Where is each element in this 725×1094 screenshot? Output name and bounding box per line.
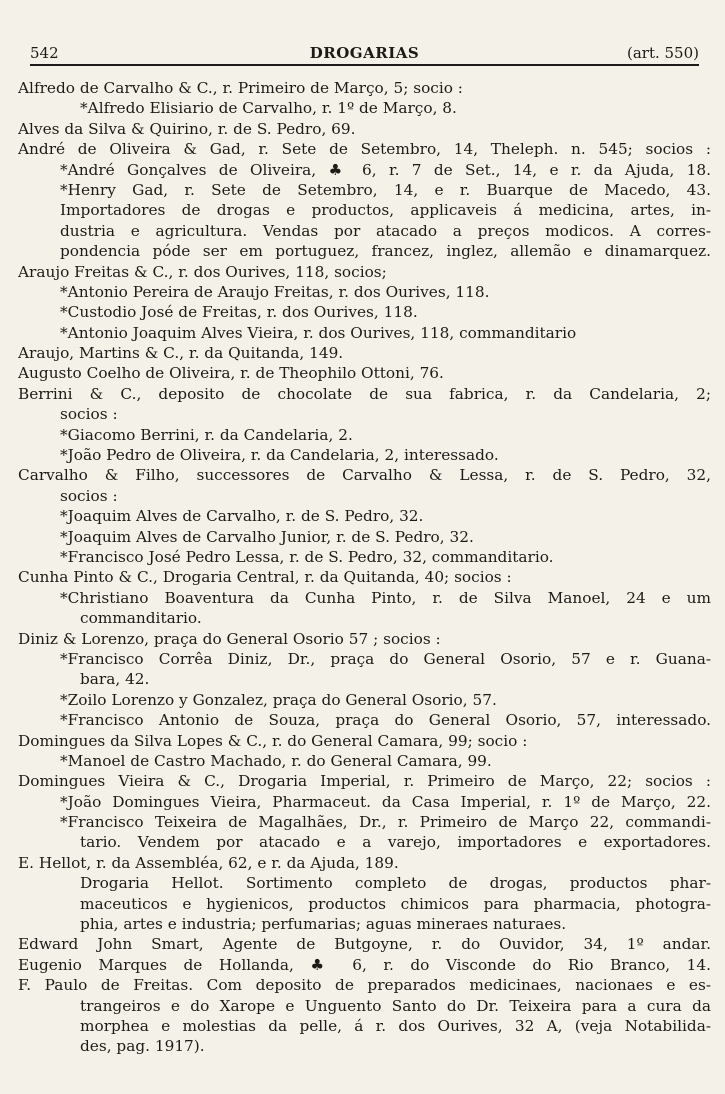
- text-line: Cunha Pinto & C., Drogaria Central, r. da Quitanda, 40; socios :: [18, 568, 512, 587]
- page-number: 542: [30, 44, 59, 62]
- text-line: *Joaquim Alves de Carvalho Junior, r. de S. Pedro, 32.: [60, 527, 474, 546]
- text-line: socios :: [60, 486, 118, 505]
- text-line: *André Gonçalves de Oliveira, ♣ 6, r. 7 de Set., 14, e r. da Ajuda, 18.: [60, 160, 711, 179]
- text-line: *Francisco Corrêa Diniz, Dr., praça do General Osorio, 57 e r. Guana-: [60, 649, 711, 668]
- text-line: Diniz & Lorenzo, praça do General Osorio 57 ; socios :: [18, 629, 441, 648]
- text-line: *Zoilo Lorenzo y Gonzalez, praça do General Osorio, 57.: [60, 690, 497, 709]
- text-line: Domingues Vieira & C., Drogaria Imperial, r. Primeiro de Março, 22; socios :: [18, 772, 711, 791]
- text-line: morphea e molestias da pelle, á r. dos Ourives, 32 A, (veja Notabilida-: [80, 1016, 711, 1035]
- text-line: *Alfredo Elisiario de Carvalho, r. 1º de Março, 8.: [80, 99, 457, 118]
- text-line: *João Pedro de Oliveira, r. da Candelaria, 2, interessado.: [60, 446, 499, 465]
- text-line: F. Paulo de Freitas. Com deposito de preparados medicinaes, nacionaes e es-: [18, 976, 711, 995]
- text-line: Alfredo de Carvalho & C., r. Primeiro de Março, 5; socio :: [18, 79, 463, 97]
- text-line: *Custodio José de Freitas, r. dos Ourives, 118.: [60, 303, 418, 322]
- text-line: André de Oliveira & Gad, r. Sete de Setembro, 14, Theleph. n. 545; socios :: [18, 140, 711, 159]
- text-line: Araujo, Martins & C., r. da Quitanda, 149.: [18, 344, 344, 363]
- text-line: Araujo Freitas & C., r. dos Ourives, 118, socios;: [18, 262, 387, 281]
- text-line: Augusto Coelho de Oliveira, r. de Theophilo Ottoni, 76.: [18, 364, 444, 383]
- text-line: *Henry Gad, r. Sete de Setembro, 14, e r. Buarque de Macedo, 43.: [60, 180, 711, 199]
- text-line: *Francisco José Pedro Lessa, r. de S. Pedro, 32, commanditario.: [60, 547, 554, 566]
- text-line: *Joaquim Alves de Carvalho, r. de S. Pedro, 32.: [60, 507, 424, 526]
- text-line: *Francisco Antonio de Souza, praça do General Osorio, 57, interessado.: [60, 711, 711, 730]
- text-line: pondencia póde ser em portuguez, francez, inglez, allemão e dinamarquez.: [60, 242, 711, 261]
- text-line: Edward John Smart, Agente de Butgoyne, r. do Ouvidor, 34, 1º andar.: [18, 935, 711, 954]
- text-line: tario. Vendem por atacado e a varejo, importadores e exportadores.: [80, 833, 711, 852]
- text-line: Eugenio Marques de Hollanda, ♣ 6, r. do Visconde do Rio Branco, 14.: [18, 955, 711, 974]
- text-line: dustria e agricultura. Vendas por atacado a preços modicos. A corres-: [60, 221, 711, 240]
- text-line: Berrini & C., deposito de chocolate de sua fabrica, r. da Candelaria, 2;: [18, 384, 711, 403]
- listing-body: [18, 78, 711, 1057]
- text-line: Alves da Silva & Quirino, r. de S. Pedro, 69.: [18, 119, 356, 138]
- page-title: DROGARIAS: [309, 44, 420, 62]
- text-line: *Giacomo Berrini, r. da Candelaria, 2.: [60, 425, 353, 444]
- text-line: Importadores de drogas e productos, applicaveis á medicina, artes, in-: [60, 201, 711, 220]
- text-line: Drogaria Hellot. Sortimento completo de drogas, productos phar-: [80, 874, 711, 893]
- text-line: *Manoel de Castro Machado, r. do General Camara, 99.: [60, 751, 492, 770]
- text-line: Domingues da Silva Lopes & C., r. do General Camara, 99; socio :: [18, 731, 528, 750]
- text-line: commanditario.: [80, 609, 202, 628]
- text-line: Carvalho & Filho, successores de Carvalho & Lessa, r. de S. Pedro, 32,: [18, 466, 711, 485]
- text-line: des, pag. 1917).: [80, 1037, 205, 1056]
- text-line: *Antonio Pereira de Araujo Freitas, r. dos Ourives, 118.: [60, 282, 490, 301]
- article-reference: (art. 550): [626, 44, 699, 62]
- text-line: socios :: [60, 405, 118, 424]
- text-line: *João Domingues Vieira, Pharmaceut. da Casa Imperial, r. 1º de Março, 22.: [60, 792, 711, 811]
- text-line: maceuticos e hygienicos, productos chimicos para pharmacia, photogra-: [80, 894, 711, 913]
- text-line: trangeiros e do Xarope e Unguento Santo do Dr. Teixeira para a cura da: [80, 996, 711, 1015]
- text-line: *Antonio Joaquim Alves Vieira, r. dos Ourives, 118, commanditario: [60, 323, 577, 342]
- text-line: *Francisco Teixeira de Magalhães, Dr., r. Primeiro de Março 22, commandi-: [60, 813, 711, 832]
- text-line: E. Hellot, r. da Assembléa, 62, e r. da Ajuda, 189.: [18, 853, 399, 872]
- text-line: bara, 42.: [80, 670, 150, 689]
- text-line: *Christiano Boaventura da Cunha Pinto, r. de Silva Manoel, 24 e um: [60, 588, 711, 607]
- text-line: phia, artes e industria; perfumarias; aguas mineraes naturaes.: [80, 915, 567, 934]
- page-header: [30, 40, 699, 66]
